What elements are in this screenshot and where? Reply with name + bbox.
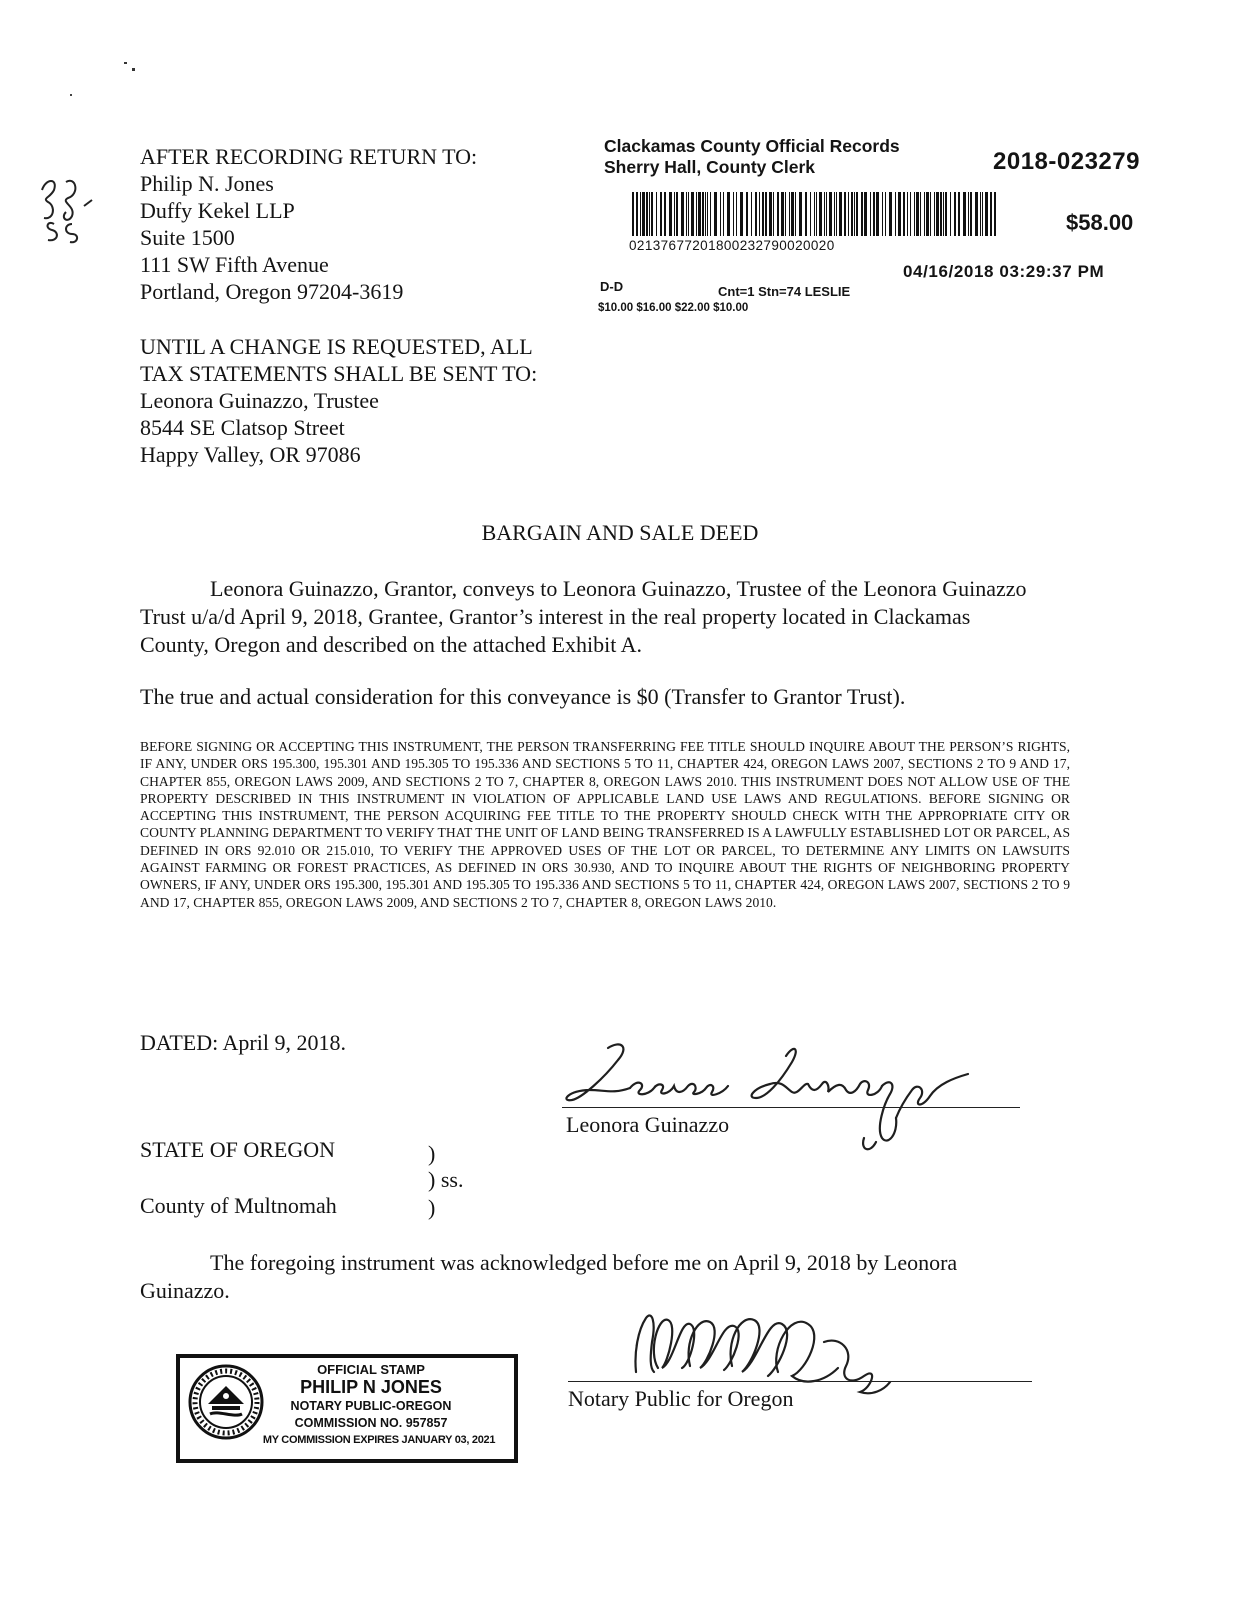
barcode-bar bbox=[681, 192, 684, 236]
margin-note-handwriting bbox=[32, 168, 112, 248]
barcode-bar bbox=[924, 192, 925, 236]
barcode-bar bbox=[669, 192, 672, 236]
barcode-bar bbox=[943, 192, 944, 236]
recording-office bbox=[604, 136, 900, 178]
barcode-bar bbox=[714, 192, 717, 236]
document-code: D-D bbox=[600, 279, 624, 294]
barcode-bar bbox=[898, 192, 901, 236]
barcode-bar bbox=[791, 192, 794, 236]
venue-county: County of Multnomah bbox=[140, 1193, 337, 1218]
tax-address-line: Happy Valley, OR 97086 bbox=[140, 442, 361, 467]
venue-paren: ) bbox=[428, 1141, 436, 1166]
barcode-bar bbox=[660, 192, 662, 236]
barcode-bar bbox=[926, 192, 929, 236]
barcode-bar bbox=[765, 192, 767, 236]
consideration-statement: The true and actual consideration for this conveyance is $0 (Transfer to Grantor Trust). bbox=[140, 684, 906, 709]
barcode-bar bbox=[895, 192, 896, 236]
conveyance-paragraph: Leonora Guinazzo, Grantor, conveys to Leonora Guinazzo, Trustee of the Leonora Guinazzo Trust u/a/d April 9, 2018, Grantee, Grantor’s interest in the real property located in Clackamas County, Oregon and described on the attached Exhibit A. bbox=[140, 576, 1027, 657]
barcode-bar bbox=[834, 192, 835, 236]
recording-office-line: Clackamas County Official Records bbox=[604, 136, 900, 156]
fee-breakdown: $10.00 $16.00 $22.00 $10.00 bbox=[598, 302, 749, 314]
barcode-bar bbox=[873, 192, 875, 236]
barcode-bar bbox=[870, 192, 871, 236]
barcode-bar bbox=[980, 192, 981, 236]
return-to-line: Suite 1500 bbox=[140, 225, 235, 250]
recording-office-line: Sherry Hall, County Clerk bbox=[604, 157, 816, 177]
tax-heading-line: UNTIL A CHANGE IS REQUESTED, ALL bbox=[140, 334, 533, 359]
tax-address-line: 8544 SE Clatsop Street bbox=[140, 415, 345, 440]
notary-label: Notary Public for Oregon bbox=[568, 1386, 794, 1411]
barcode-bar bbox=[990, 192, 992, 236]
recording-fee: $58.00 bbox=[1066, 210, 1134, 235]
barcode-bar bbox=[707, 192, 708, 236]
grantor-signature bbox=[560, 1038, 980, 1158]
barcode-bar bbox=[930, 192, 931, 236]
barcode-bar bbox=[889, 192, 892, 236]
barcode-bar bbox=[885, 192, 886, 236]
barcode-bar bbox=[856, 192, 858, 236]
return-to-line: Portland, Oregon 97204-3619 bbox=[140, 279, 404, 304]
barcode-bar bbox=[826, 192, 827, 236]
tax-statements-block bbox=[140, 333, 537, 468]
barcode-bar bbox=[910, 192, 911, 236]
barcode-bar bbox=[982, 192, 983, 236]
barcode-bar bbox=[696, 192, 697, 236]
barcode-bar bbox=[970, 192, 972, 236]
barcode-bar bbox=[727, 192, 730, 236]
barcode-bar bbox=[882, 192, 883, 236]
barcode-bar bbox=[848, 192, 849, 236]
barcode-bar bbox=[705, 192, 706, 236]
barcode-bar bbox=[963, 192, 966, 236]
barcode-bar bbox=[789, 192, 790, 236]
barcode-bar bbox=[733, 192, 734, 236]
barcode-bar bbox=[914, 192, 915, 236]
barcode-bar bbox=[720, 192, 721, 236]
scan-speck bbox=[70, 94, 72, 96]
stamp-heading: OFFICIAL STAMP bbox=[317, 1362, 425, 1377]
barcode-bar bbox=[844, 192, 846, 236]
barcode-bar bbox=[985, 192, 988, 236]
barcode-bar bbox=[864, 192, 867, 236]
barcode-bar bbox=[854, 192, 855, 236]
barcode-bar bbox=[950, 192, 951, 236]
return-to-line: Duffy Kekel LLP bbox=[140, 198, 295, 223]
barcode-bar bbox=[676, 192, 678, 236]
barcode-bar bbox=[636, 192, 638, 236]
barcode-bar bbox=[819, 192, 822, 236]
grantor-signature-line bbox=[562, 1107, 1020, 1108]
barcode-bar bbox=[702, 192, 704, 236]
barcode-bar bbox=[916, 192, 919, 236]
stamp-notary-name: PHILIP N JONES bbox=[300, 1377, 442, 1397]
statutory-notice: BEFORE SIGNING OR ACCEPTING THIS INSTRUMENT, THE PERSON TRANSFERRING FEE TITLE SHOULD INQUIRE ABOUT THE PERSON’S RIGHTS, IF ANY, UNDER ORS 195.300, 195.301 AND 195.305 TO 195.336 AND SECTIONS 5 TO 11, CHAPTER 424, OREGON LAWS 2007, SECTIONS 2 TO 9 AND 17, CHAPTER 855, OREGON LAWS 2009, AND SECTIONS 2 TO 7, CHAPTER 8, OREGON LAWS 2010. THIS INSTRUMENT DOES NOT ALLOW USE OF THE PROPERTY DESCRIBED IN THIS INSTRUMENT IN VIOLATION OF APPLICABLE LAND USE LAWS AND REGULATIONS. BEFORE SIGNING OR ACCEPTING THIS INSTRUMENT, THE PERSON ACQUIRING FEE TITLE TO THE PROPERTY SHOULD CHECK WITH THE APPROPRIATE CITY OR COUNTY PLANNING DEPARTMENT TO VERIFY THAT THE UNIT OF LAND BEING TRANSFERRED IS A LAWFULLY ESTABLISHED LOT OR PARCEL, AS DEFINED IN ORS 92.010 OR 215.010, TO VERIFY THE APPROVED USES OF THE LOT OR PARCEL, TO DETERMINE ANY LIMITS ON LAWSUITS AGAINST FARMING OR FOREST PRACTICES, AS DEFINED IN ORS 30.930, AND TO INQUIRE ABOUT THE RIGHTS OF NEIGHBORING PROPERTY OWNERS, IF ANY, UNDER ORS 195.300, 195.301 AND 195.305 TO 195.336 AND SECTIONS 5 TO 11, CHAPTER 424, OREGON LAWS 2007, SECTIONS 2 TO 9 AND 17, CHAPTER 855, OREGON LAWS 2009, AND SECTIONS 2 TO 7, CHAPTER 8, OREGON LAWS 2010. bbox=[140, 739, 1070, 910]
barcode-bar bbox=[656, 192, 657, 236]
barcode-bar bbox=[674, 192, 675, 236]
barcode-bar bbox=[640, 192, 641, 236]
barcode-bar bbox=[773, 192, 774, 236]
barcode-bar bbox=[836, 192, 837, 236]
barcode-bar bbox=[649, 192, 650, 236]
barcode-bar bbox=[646, 192, 648, 236]
tax-address-line: Leonora Guinazzo, Trustee bbox=[140, 388, 379, 413]
barcode-bar bbox=[810, 192, 811, 236]
barcode-bar bbox=[691, 192, 694, 236]
barcode-bar bbox=[920, 192, 921, 236]
barcode-bar bbox=[824, 192, 825, 236]
barcode-bar bbox=[785, 192, 786, 236]
acknowledgment-text: The foregoing instrument was acknowledged before me on April 9, 2018 by Leonora Guinazzo. bbox=[140, 1250, 958, 1303]
grantor-name: Leonora Guinazzo bbox=[566, 1112, 730, 1137]
barcode-bar bbox=[839, 192, 842, 236]
barcode-bar bbox=[814, 192, 815, 236]
barcode-bar bbox=[688, 192, 689, 236]
count-station: Cnt=1 Stn=74 LESLIE bbox=[718, 284, 851, 299]
barcode-bar bbox=[664, 192, 666, 236]
barcode-bar bbox=[755, 192, 757, 236]
barcode-bar bbox=[968, 192, 969, 236]
barcode-bar bbox=[936, 192, 939, 236]
stamp-expiration: MY COMMISSION EXPIRES JANUARY 03, 2021 bbox=[262, 1434, 496, 1446]
barcode-bar bbox=[759, 192, 760, 236]
venue-paren: ) bbox=[428, 1195, 436, 1220]
barcode-bar bbox=[805, 192, 807, 236]
document-number: 2018-023279 bbox=[993, 148, 1140, 175]
barcode-bar bbox=[975, 192, 978, 236]
barcode-bar bbox=[945, 192, 947, 236]
stamp-commission: COMMISSION NO. 957857 bbox=[294, 1416, 448, 1430]
barcode-bar bbox=[799, 192, 802, 236]
venue-state: STATE OF OREGON bbox=[140, 1137, 336, 1162]
tax-heading-line: TAX STATEMENTS SHALL BE SENT TO: bbox=[140, 361, 538, 386]
barcode-bar bbox=[710, 192, 711, 236]
notary-signature-line bbox=[568, 1381, 1032, 1382]
barcode-bar bbox=[958, 192, 960, 236]
barcode-bar bbox=[736, 192, 737, 236]
barcode-bar bbox=[781, 192, 784, 236]
barcode-bar bbox=[851, 192, 853, 236]
barcode-bar bbox=[876, 192, 879, 236]
barcode-bar bbox=[907, 192, 908, 236]
barcode-bar bbox=[861, 192, 863, 236]
venue-ss: ) ss. bbox=[428, 1167, 464, 1192]
barcode-number: 02137677201800232790020020 bbox=[629, 238, 835, 253]
return-to-line: 111 SW Fifth Avenue bbox=[140, 252, 329, 277]
barcode bbox=[630, 192, 998, 236]
barcode-bar bbox=[642, 192, 645, 236]
barcode-bar bbox=[903, 192, 905, 236]
stamp-title: NOTARY PUBLIC-OREGON bbox=[290, 1399, 452, 1413]
recording-timestamp: 04/16/2018 03:29:37 PM bbox=[903, 262, 1105, 281]
barcode-bar bbox=[740, 192, 743, 236]
barcode-bar bbox=[940, 192, 942, 236]
barcode-bar bbox=[746, 192, 748, 236]
deed-title: BARGAIN AND SALE DEED bbox=[481, 520, 759, 545]
dated-line: DATED: April 9, 2018. bbox=[140, 1030, 346, 1055]
barcode-bar bbox=[777, 192, 779, 236]
barcode-bar bbox=[769, 192, 772, 236]
return-to-block bbox=[140, 143, 477, 305]
barcode-bar bbox=[632, 192, 634, 236]
barcode-bar bbox=[651, 192, 653, 236]
barcode-bar bbox=[686, 192, 687, 236]
return-to-heading: AFTER RECORDING RETURN TO: bbox=[140, 144, 478, 169]
barcode-bar bbox=[816, 192, 817, 236]
return-to-line: Philip N. Jones bbox=[140, 171, 274, 196]
barcode-bar bbox=[829, 192, 832, 236]
barcode-bar bbox=[751, 192, 752, 236]
barcode-bar bbox=[994, 192, 996, 236]
barcode-bar bbox=[723, 192, 724, 236]
scan-speck bbox=[132, 68, 135, 71]
barcode-bar bbox=[934, 192, 935, 236]
barcode-bar bbox=[762, 192, 764, 236]
barcode-bar bbox=[698, 192, 701, 236]
barcode-bar bbox=[795, 192, 796, 236]
barcode-bar bbox=[954, 192, 956, 236]
scan-speck bbox=[124, 62, 127, 64]
